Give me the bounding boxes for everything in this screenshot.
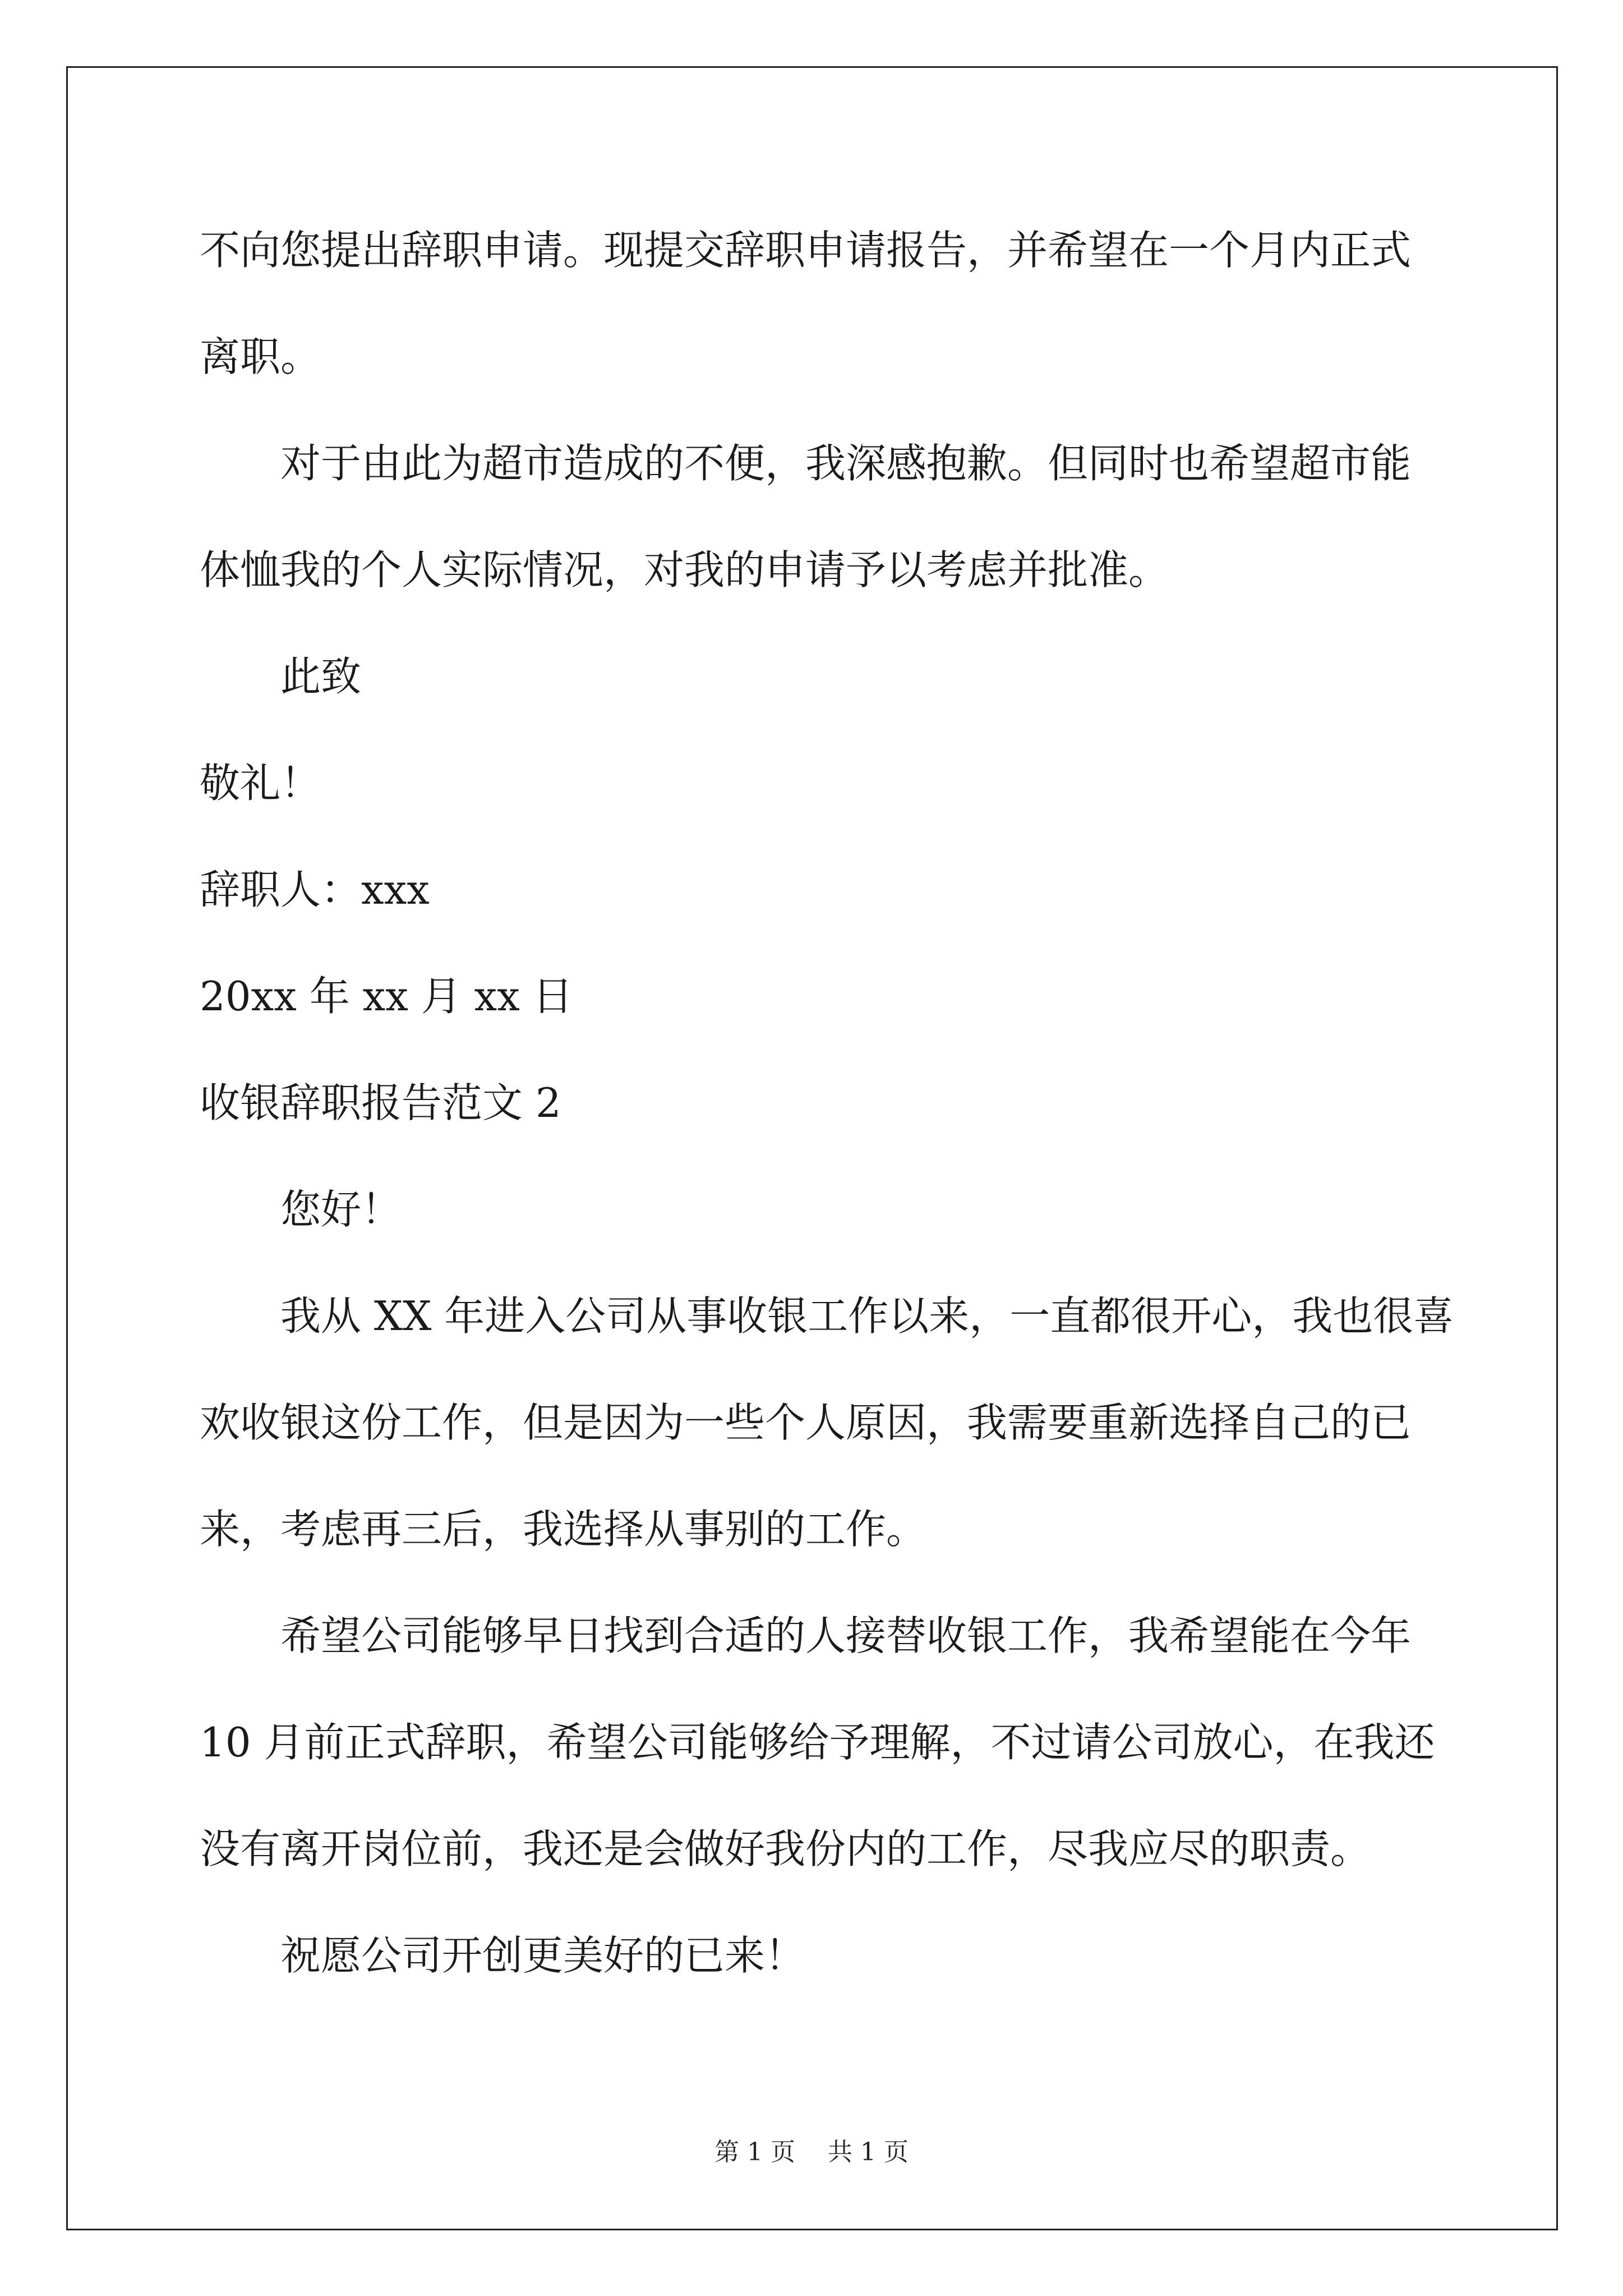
body-line: 体恤我的个人实际情况，对我的申请予以考虑并批准。 xyxy=(200,546,1169,593)
body-line: 对于由此为超市造成的不便，我深感抱歉。但同时也希望超市能 xyxy=(280,440,1412,487)
body-line: 祝愿公司开创更美好的已来！ xyxy=(280,1932,806,1979)
closing-regards: 敬礼！ xyxy=(200,760,321,807)
section-title: 收银辞职报告范文 2 xyxy=(200,1079,561,1126)
body-line: 没有离开岗位前，我还是会做好我份内的工作，尽我应尽的职责。 xyxy=(200,1825,1371,1872)
body-line: 欢收银这份工作，但是因为一些个人原因，我需要重新选择自己的已 xyxy=(200,1399,1412,1446)
closing-salutation: 此致 xyxy=(280,653,362,700)
greeting: 您好！ xyxy=(280,1186,402,1233)
signatory: 辞职人：xxx xyxy=(200,866,430,913)
page-total: 共 1 页 xyxy=(828,2138,909,2166)
body-line: 离职。 xyxy=(200,333,321,380)
body-line: 不向您提出辞职申请。现提交辞职申请报告，并希望在一个月内正式 xyxy=(200,227,1412,274)
body-line: 我从 XX 年进入公司从事收银工作以来，一直都很开心，我也很喜 xyxy=(280,1292,1454,1340)
page-border xyxy=(66,66,1558,2230)
page-footer xyxy=(0,2132,1623,2168)
body-line: 10 月前正式辞职，希望公司能够给予理解，不过请公司放心，在我还 xyxy=(200,1719,1435,1766)
body-line: 希望公司能够早日找到合适的人接替收银工作，我希望能在今年 xyxy=(280,1612,1412,1659)
body-line: 来，考虑再三后，我选择从事别的工作。 xyxy=(200,1506,927,1553)
page-number: 第 1 页 xyxy=(714,2138,795,2166)
letter-date: 20xx 年 xx 月 xx 日 xyxy=(200,973,573,1020)
